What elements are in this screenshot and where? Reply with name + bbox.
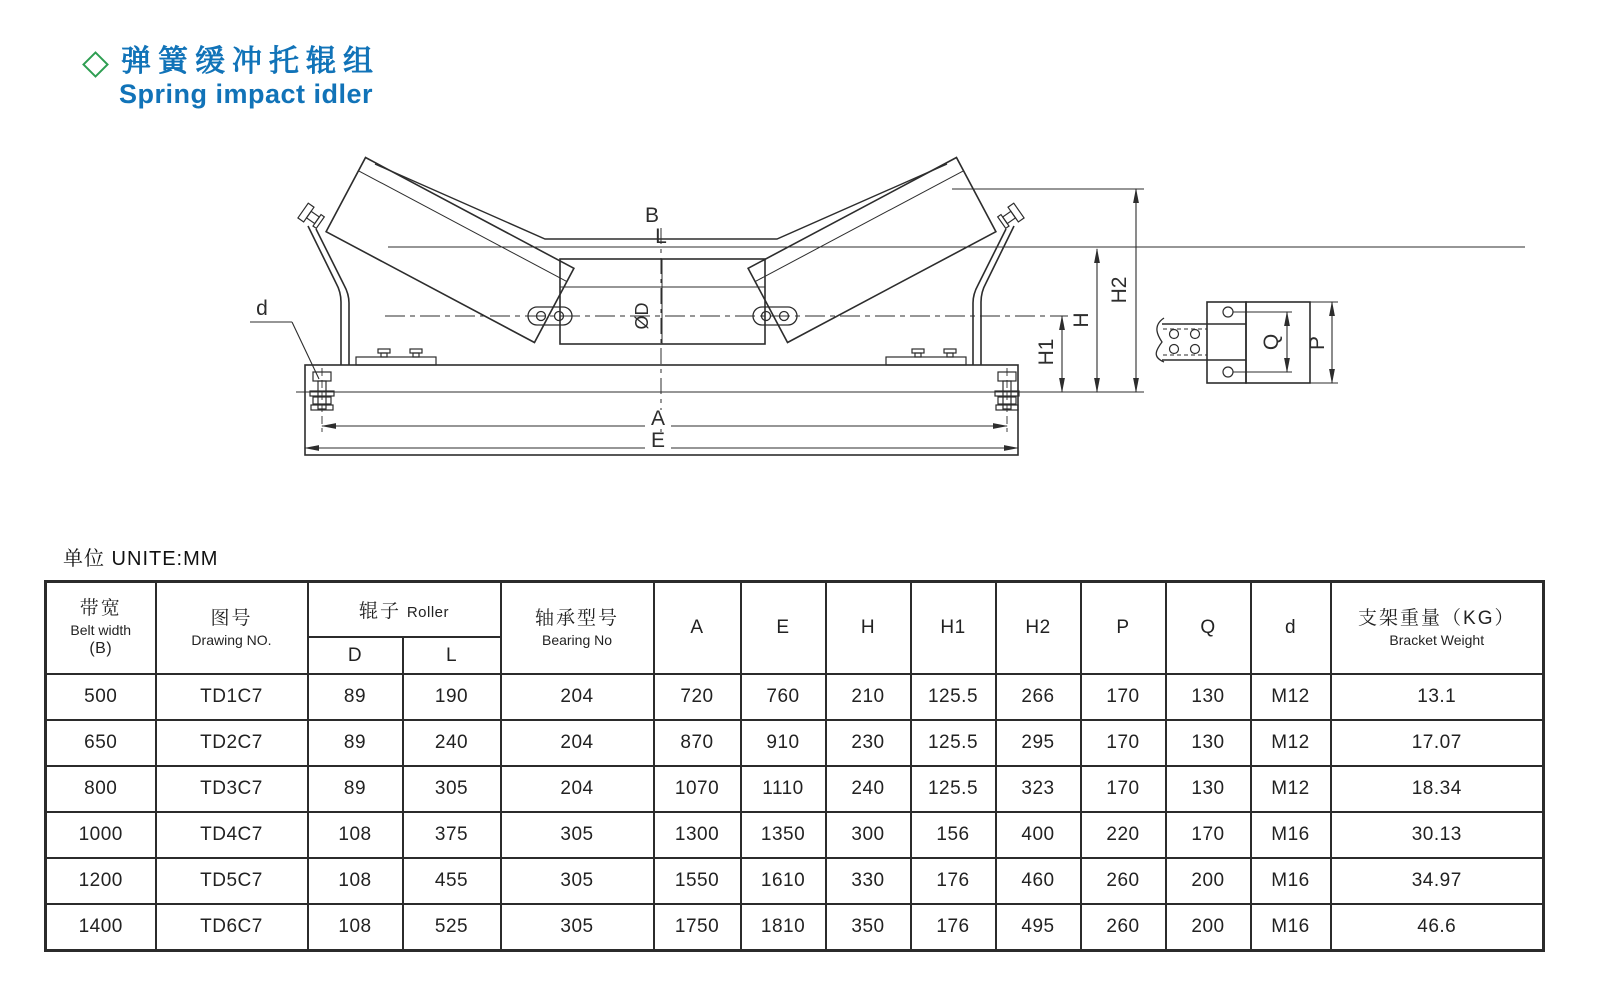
table-cell: 46.6: [1331, 904, 1544, 951]
dim-label-A: A: [650, 407, 666, 430]
table-cell: 230: [826, 720, 911, 766]
table-cell: TD1C7: [156, 674, 308, 720]
page-title-zh: 弹簧缓冲托辊组: [121, 45, 380, 78]
table-cell: 295: [996, 720, 1081, 766]
table-row: [46, 858, 1544, 904]
table-cell: 108: [308, 904, 403, 951]
table-cell: 1110: [741, 766, 826, 812]
table-cell: 220: [1081, 812, 1166, 858]
table-cell: 170: [1166, 812, 1251, 858]
table-cell: 1200: [46, 858, 156, 904]
table-cell: 800: [46, 766, 156, 812]
table-cell: 1300: [654, 812, 741, 858]
unit-note: 单位 UNITE:MM: [63, 548, 219, 570]
col-header-H: H: [826, 582, 911, 675]
table-row: [46, 720, 1544, 766]
col-header-roller-l: L: [403, 637, 501, 674]
table-cell: 240: [826, 766, 911, 812]
table-cell: 650: [46, 720, 156, 766]
table-cell: 125.5: [911, 766, 996, 812]
table-cell: 910: [741, 720, 826, 766]
table-cell: 1610: [741, 858, 826, 904]
table-cell: 30.13: [1331, 812, 1544, 858]
table-cell: 18.34: [1331, 766, 1544, 812]
table-cell: 760: [741, 674, 826, 720]
table-cell: 200: [1166, 904, 1251, 951]
table-cell: 266: [996, 674, 1081, 720]
table-cell: M12: [1251, 766, 1331, 812]
table-cell: 170: [1081, 720, 1166, 766]
table-cell: 240: [403, 720, 501, 766]
table-cell: 125.5: [911, 674, 996, 720]
table-cell: 210: [826, 674, 911, 720]
table-cell: 330: [826, 858, 911, 904]
table-cell: 204: [501, 674, 654, 720]
table-cell: 720: [654, 674, 741, 720]
table-cell: 305: [501, 812, 654, 858]
table-row: [46, 766, 1544, 812]
page-title-en: Spring impact idler: [119, 79, 374, 109]
table-cell: 1000: [46, 812, 156, 858]
table-cell: 190: [403, 674, 501, 720]
table-cell: 525: [403, 904, 501, 951]
table-cell: 200: [1166, 858, 1251, 904]
table-cell: 204: [501, 766, 654, 812]
table-cell: 170: [1081, 766, 1166, 812]
dim-label-Q: Q: [1260, 333, 1283, 351]
table-cell: 176: [911, 904, 996, 951]
table-row: [46, 812, 1544, 858]
col-header-d: d: [1251, 582, 1331, 675]
col-header-E: E: [741, 582, 826, 675]
col-header-roller-group: 辊子 Roller: [308, 582, 501, 638]
table-cell: 500: [46, 674, 156, 720]
table-cell: M12: [1251, 674, 1331, 720]
dim-label-L: L: [655, 225, 667, 248]
table-cell: 108: [308, 812, 403, 858]
col-header-H1: H1: [911, 582, 996, 675]
col-header-belt-width: 带宽 Belt width (B): [46, 582, 156, 675]
dim-label-B: B: [644, 204, 660, 227]
table-cell: 89: [308, 766, 403, 812]
table-cell: 375: [403, 812, 501, 858]
table-cell: 1350: [741, 812, 826, 858]
table-cell: 460: [996, 858, 1081, 904]
dim-label-E: E: [650, 429, 666, 452]
table-cell: TD2C7: [156, 720, 308, 766]
table-cell: 176: [911, 858, 996, 904]
table-cell: 350: [826, 904, 911, 951]
table-cell: 125.5: [911, 720, 996, 766]
dim-label-H: H: [1070, 312, 1093, 328]
table-cell: 89: [308, 674, 403, 720]
table-cell: 130: [1166, 720, 1251, 766]
table-cell: 13.1: [1331, 674, 1544, 720]
col-header-roller-d: D: [308, 637, 403, 674]
col-header-drawing-no: 图号 Drawing NO.: [156, 582, 308, 675]
col-header-A: A: [654, 582, 741, 675]
table-cell: 156: [911, 812, 996, 858]
table-cell: M16: [1251, 904, 1331, 951]
table-cell: M16: [1251, 812, 1331, 858]
table-cell: 108: [308, 858, 403, 904]
table-cell: 1070: [654, 766, 741, 812]
col-header-Q: Q: [1166, 582, 1251, 675]
table-cell: 89: [308, 720, 403, 766]
dim-label-diaD: ØD: [632, 302, 652, 330]
table-cell: TD4C7: [156, 812, 308, 858]
table-cell: 1400: [46, 904, 156, 951]
table-cell: 260: [1081, 858, 1166, 904]
table-cell: 34.97: [1331, 858, 1544, 904]
dim-label-H1: H1: [1035, 338, 1058, 366]
spec-table-body: [46, 674, 1544, 951]
table-cell: 17.07: [1331, 720, 1544, 766]
table-cell: 130: [1166, 674, 1251, 720]
table-cell: TD5C7: [156, 858, 308, 904]
table-cell: 455: [403, 858, 501, 904]
col-header-H2: H2: [996, 582, 1081, 675]
table-cell: 130: [1166, 766, 1251, 812]
table-row: [46, 674, 1544, 720]
table-cell: 300: [826, 812, 911, 858]
col-header-P: P: [1081, 582, 1166, 675]
table-cell: M12: [1251, 720, 1331, 766]
dim-label-H2: H2: [1108, 276, 1131, 304]
table-cell: 495: [996, 904, 1081, 951]
table-cell: TD6C7: [156, 904, 308, 951]
table-cell: 1810: [741, 904, 826, 951]
table-cell: 305: [501, 858, 654, 904]
table-cell: 170: [1081, 674, 1166, 720]
table-cell: 400: [996, 812, 1081, 858]
spec-table: [44, 580, 1545, 952]
table-cell: 260: [1081, 904, 1166, 951]
col-header-bearing: 轴承型号 Bearing No: [501, 582, 654, 675]
table-cell: M16: [1251, 858, 1331, 904]
table-cell: 305: [403, 766, 501, 812]
table-cell: 870: [654, 720, 741, 766]
table-cell: 1750: [654, 904, 741, 951]
col-header-bracket-weight: 支架重量（KG） Bracket Weight: [1331, 582, 1544, 675]
table-cell: 1550: [654, 858, 741, 904]
table-row: [46, 904, 1544, 951]
table-cell: TD3C7: [156, 766, 308, 812]
table-cell: 305: [501, 904, 654, 951]
table-cell: 323: [996, 766, 1081, 812]
dim-label-d: d: [256, 297, 268, 320]
table-cell: 204: [501, 720, 654, 766]
dim-label-P: P: [1306, 335, 1329, 351]
